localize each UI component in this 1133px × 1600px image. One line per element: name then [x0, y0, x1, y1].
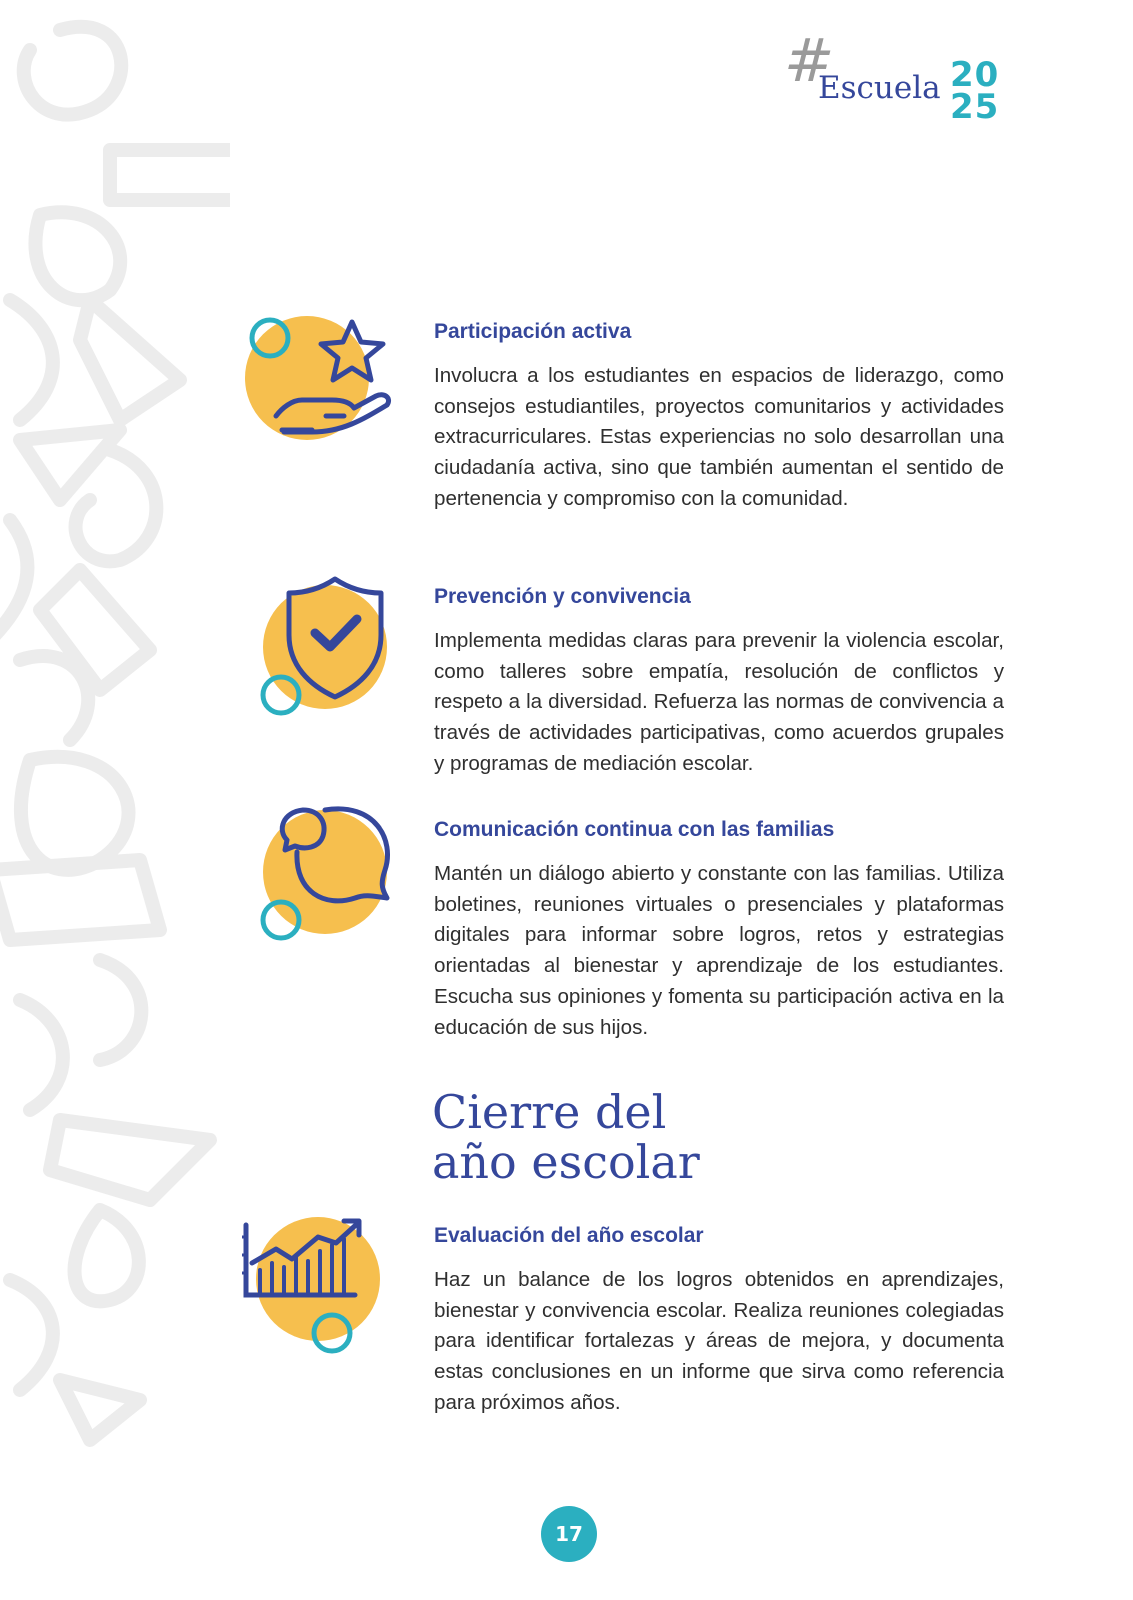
speech-bubbles-icon: [255, 800, 405, 950]
section-title: Evaluación del año escolar: [434, 1224, 704, 1247]
logo-year-top: 20: [950, 55, 1000, 95]
section-body: Involucra a los estudiantes en espacios de liderazgo, como consejos estudiantiles, proyectos comunitarios y actividades extracurriculares. Estas experiencias no solo desarrollan una ciudadanía activa, sino que también aumentan el sentido de pertenencia y compromiso con la comunidad.: [434, 364, 1004, 510]
growth-chart-icon: [240, 1215, 390, 1365]
section-evaluacion-ano-escolar: [434, 1222, 1004, 1419]
page-title-line-1: Cierre del: [432, 1085, 667, 1139]
section-title: Comunicación continua con las familias: [434, 818, 835, 841]
page-number: 17: [541, 1506, 597, 1562]
logo-hash: #: [784, 26, 835, 96]
page-title: [432, 1087, 932, 1187]
section-title: Prevención y convivencia: [434, 585, 691, 608]
section-title: Participación activa: [434, 320, 632, 343]
section-prevencion-convivencia: [434, 583, 1004, 780]
shield-check-icon: [255, 575, 395, 725]
section-body: Implementa medidas claras para prevenir la violencia escolar, como talleres sobre empatía, resolución de conflictos y respeto a la diversidad. Refuerza las normas de convivencia a través de actividades participativas, como acuerdos grupales y programas de mediación escolar.: [434, 629, 1004, 775]
logo-year-bottom: 25: [950, 87, 1000, 127]
page-title-line-2: año escolar: [432, 1135, 700, 1189]
section-participacion-activa: [434, 318, 1004, 515]
logo-word: Escuela: [818, 70, 941, 106]
decorative-doodles: [0, 0, 230, 1450]
section-body: Mantén un diálogo abierto y constante con las familias. Utiliza boletines, reuniones virtuales o presenciales y plataformas digitales para informar sobre logros, retos y estrategias orientadas al bienestar y aprendizaje de los estudiantes. Escucha sus opiniones y fomenta su participación activa en la educación de sus hijos.: [434, 862, 1004, 1039]
section-comunicacion-familias: [434, 816, 1004, 1043]
section-body: Haz un balance de los logros obtenidos en aprendizajes, bienestar y convivencia escolar. Realiza reuniones colegiadas para identificar fortalezas y áreas de mejora, y documenta estas conclusiones en un informe que sirva como referencia para próximos años.: [434, 1268, 1004, 1414]
hand-star-icon: [242, 310, 402, 450]
escuela-2025-logo: [784, 26, 1010, 130]
